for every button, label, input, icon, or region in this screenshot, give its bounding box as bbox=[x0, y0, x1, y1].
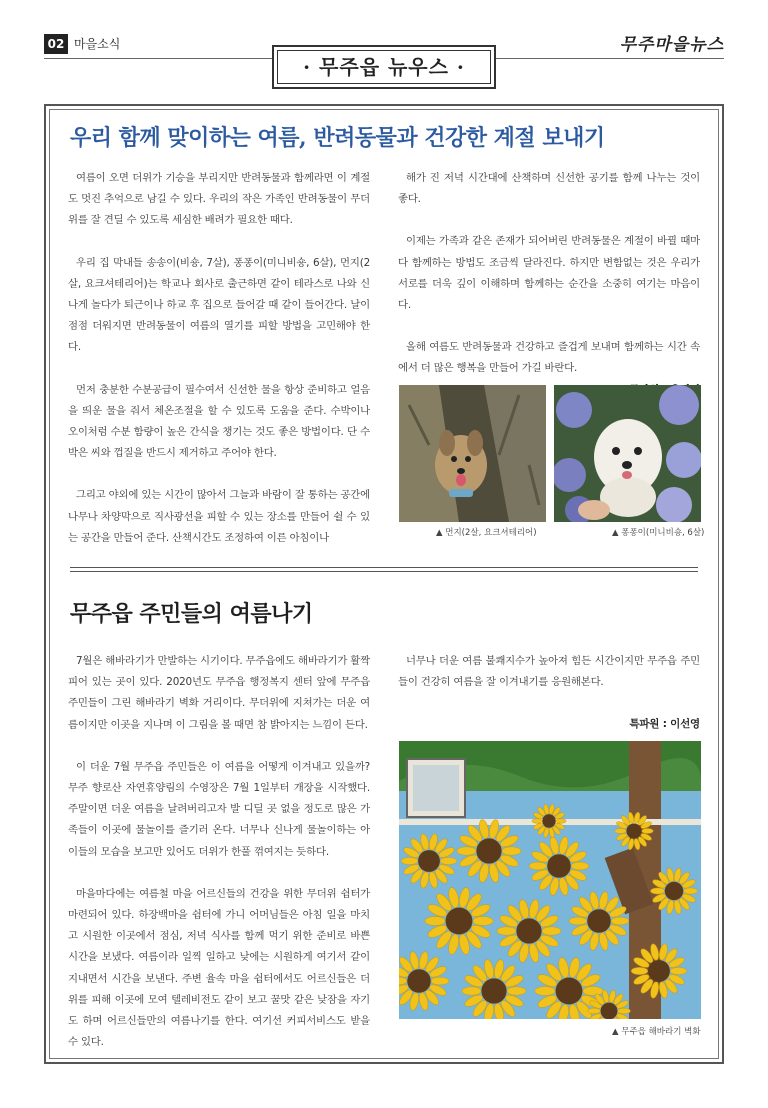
page-number: 02 bbox=[44, 34, 68, 54]
article-divider bbox=[70, 567, 698, 572]
paragraph: 너무나 더운 여름 불쾌지수가 높아져 힘든 시간이지만 무주읍 주민들이 건강히 여름을 잘 이겨내기를 응원해본다. bbox=[398, 655, 700, 689]
paragraph: 이 더운 7월 무주읍 주민들은 이 여름을 어떻게 이겨내고 있을까? 무주 향로산 자연휴양림의 수영장은 7월 1일부터 개장을 시작했다. 주말이면 더운 여름을 날려버리고자 발 디딜 곳 없을 정도로 많은 가족들이 이곳에 물놀이를 즐기러 온다. 너무나 신나게 물놀이하는 아이들의 모습을 보고만 있어도 더위가 한풀 꺾여지는 듯하다. bbox=[68, 760, 370, 858]
article1-left-column bbox=[68, 168, 370, 549]
paragraph: 7월은 해바라기가 만발하는 시기이다. 무주읍에도 해바라기가 활짝 피어 있는 곳이 있다. 2020년도 무주읍 행정복지 센터 앞에 무주읍 주민들이 그린 해바라기 벽화 거리이다. 무더위에 지쳐가는 더운 여름이지만 이곳을 지나며 이 그림을 볼 때면 참 밝아지는 느낌이 든다. bbox=[68, 655, 370, 731]
article1-right-column bbox=[398, 168, 700, 401]
article2-title: 무주읍 주민들의 여름나기 bbox=[70, 601, 313, 627]
photo-dog-yorkie bbox=[399, 385, 546, 522]
article2-left-column bbox=[68, 651, 370, 1053]
bichon-photo-image bbox=[554, 385, 701, 522]
paragraph: 해가 진 저녁 시간대에 산책하며 신선한 공기를 함께 나누는 것이 좋다. bbox=[398, 172, 700, 206]
yorkie-photo-image bbox=[399, 385, 546, 522]
article1-title: 우리 함께 맞이하는 여름, 반려동물과 건강한 계절 보내기 bbox=[70, 125, 605, 151]
photo-caption-bichon: ▲ 퐁퐁이(미니비숑, 6살) bbox=[612, 528, 705, 538]
photo-caption-yorkie: ▲ 먼지(2살, 요크셔테리어) bbox=[436, 528, 537, 538]
paragraph: 마을마다에는 여름철 마을 어르신들의 건강을 위한 무더위 쉼터가 마련되어 있다. 하장백마을 쉼터에 가니 어머님들은 아침 일을 마치고 시원한 이곳에서 점심, 저녁 식사를 함께 먹기 위한 준비로 바쁜 시간을 보냈다. 여름이라 일찍 일하고 낮에는 시원하게 여기서 같이 지내면서 시간을 보낸다. 주변 율속 마을 쉼터에서도 어르신들은 더위를 피해 이곳에 모여 텔레비전도 같이 보고 꿀맛 같은 낮잠을 자기도 하며 어르신들만의 여름나기를 한다. 여기선 커피서비스도 받을 수 있다. bbox=[68, 887, 370, 1049]
sunflower-mural-image bbox=[399, 741, 701, 1019]
paragraph: 여름이 오면 더위가 기승을 부리지만 반려동물과 함께라면 이 계절도 멋진 추억으로 남길 수 있다. 우리의 작은 가족인 반려동물이 무더위를 잘 견딜 수 있도록 세심한 배려가 필요한 때다. bbox=[68, 172, 370, 227]
section-name: 마을소식 bbox=[74, 37, 121, 51]
photo-sunflower-mural bbox=[399, 741, 701, 1019]
photo-caption-mural: ▲ 무주읍 해바라기 벽화 bbox=[612, 1027, 701, 1037]
article2-right-column bbox=[398, 651, 700, 736]
paragraph: 우리 집 막내들 송송이(비숑, 7살), 퐁퐁이(미니비숑, 6살), 먼지(2살, 요크셔테리어)는 학교나 회사로 출근하면 같이 테라스로 나와 신나게 놀다가 퇴근이나 하교 후 집으로 들어갈 때 같이 들어간다. 날이 점점 더워지면 반려동물이 여름의 열기를 피할 방법을 고민해야 한다. bbox=[68, 256, 370, 354]
paragraph: 올해 여름도 반려동물과 건강하고 즐겁게 보내며 함께하는 시간 속에서 더 많은 행복을 만들어 가길 바란다. bbox=[398, 341, 700, 375]
paragraph: 그리고 야외에 있는 시간이 많아서 그늘과 바람이 잘 통하는 공간에 나무나 차양막으로 직사광선을 피할 수 있는 장소를 만들어 쉴 수 있는 공간을 만들어 준다. 산책시간도 조정하여 이른 아침이나 bbox=[68, 489, 370, 544]
banner-title: · 무주읍 뉴우스 · bbox=[277, 50, 491, 84]
photo-dog-bichon bbox=[554, 385, 701, 522]
article2-byline: 특파원 : 이선영 bbox=[629, 718, 700, 731]
newspaper-logo: 무주마을뉴스 bbox=[619, 35, 724, 55]
banner-box bbox=[272, 45, 496, 89]
paragraph: 먼저 충분한 수분공급이 필수여서 신선한 물을 항상 준비하고 얼음을 띄운 물을 줘서 체온조절을 할 수 있도록 도움을 준다. 수박이나 오이처럼 수분 함량이 높은 간식을 챙기는 것도 좋은 방법이다. 단 수박은 씨와 껍질을 반드시 제거하고 주어야 한다. bbox=[68, 383, 370, 460]
paragraph: 이제는 가족과 같은 존재가 되어버린 반려동물은 계절이 바뀔 때마다 함께하는 방법도 조금씩 달라진다. 하지만 변함없는 것은 우리가 서로를 더욱 깊이 이해하며 함께하는 순간을 소중히 여기는 마음이다. bbox=[398, 235, 700, 312]
